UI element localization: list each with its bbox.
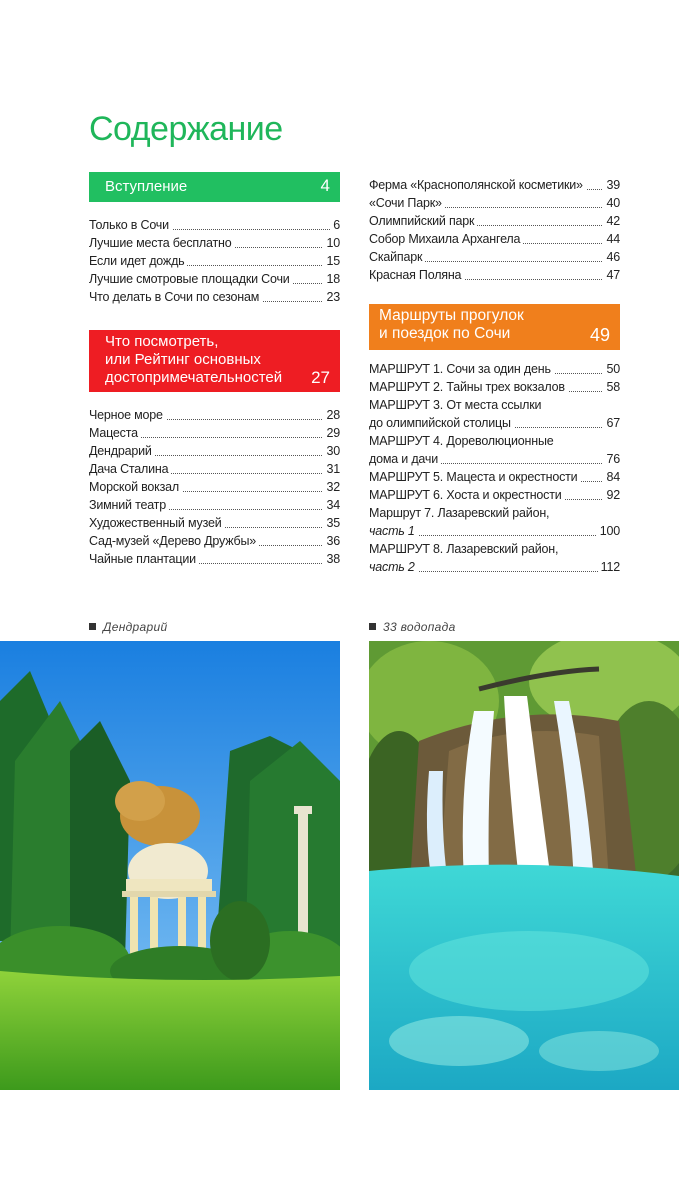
toc-right-column (369, 172, 620, 576)
toc-item[interactable]: Олимпийский парк 42 (369, 214, 620, 228)
toc-item[interactable]: часть 1 100 (369, 524, 620, 538)
section-routes-header[interactable] (369, 304, 620, 350)
toc-item[interactable]: Черное море 28 (89, 408, 340, 422)
toc-list-sights-continued (369, 176, 620, 284)
toc-item[interactable]: МАРШРУТ 6. Хоста и окрестности 92 (369, 488, 620, 502)
toc-item[interactable]: МАРШРУТ 5. Мацеста и окрестности 84 (369, 470, 620, 484)
toc-item[interactable]: Что делать в Сочи по сезонам 23 (89, 290, 340, 304)
section-label-line1: Маршруты прогулок (379, 307, 524, 324)
toc-item[interactable]: Собор Михаила Архангела 44 (369, 232, 620, 246)
toc-item[interactable]: до олимпийской столицы 67 (369, 416, 620, 430)
toc-item[interactable]: Лучшие места бесплатно 10 (89, 236, 340, 250)
photo-caption-right: 33 водопада (369, 620, 456, 634)
toc-item[interactable]: Ферма «Краснополянской косметики» 39 (369, 178, 620, 192)
toc-item[interactable]: Художественный музей 35 (89, 516, 340, 530)
section-label-line2: и поездок по Сочи (379, 325, 511, 342)
page-title: Содержание (89, 110, 283, 148)
section-label-line2: или Рейтинг основных (105, 351, 261, 368)
section-page: 4 (320, 176, 330, 195)
toc-item[interactable]: часть 2 112 (369, 560, 620, 574)
toc-item[interactable]: Зимний театр 34 (89, 498, 340, 512)
section-label: Вступление (105, 178, 188, 195)
toc-item[interactable]: МАРШРУТ 1. Сочи за один день 50 (369, 362, 620, 376)
toc-item[interactable]: Мацеста 29 (89, 426, 340, 440)
toc-item[interactable]: Только в Сочи 6 (89, 218, 340, 232)
toc-item[interactable]: Если идет дождь 15 (89, 254, 340, 268)
section-intro-header[interactable] (89, 172, 340, 202)
toc-item-first-line[interactable]: МАРШРУТ 8. Лазаревский район, (369, 540, 620, 558)
toc-item[interactable]: Дача Сталина 31 (89, 462, 340, 476)
toc-item[interactable]: Сад-музей «Дерево Дружбы» 36 (89, 534, 340, 548)
bullet-square-icon (89, 623, 96, 630)
toc-item-first-line[interactable]: Маршрут 7. Лазаревский район, (369, 504, 620, 522)
toc-item[interactable]: Скайпарк 46 (369, 250, 620, 264)
toc-item[interactable]: Чайные плантации 38 (89, 552, 340, 566)
toc-item[interactable]: Морской вокзал 32 (89, 480, 340, 494)
toc-item[interactable]: «Сочи Парк» 40 (369, 196, 620, 210)
toc-item[interactable]: Лучшие смотровые площадки Сочи 18 (89, 272, 340, 286)
toc-item[interactable]: Дендрарий 30 (89, 444, 340, 458)
toc-item[interactable]: МАРШРУТ 2. Тайны трех вокзалов 58 (369, 380, 620, 394)
waterfall-photo (369, 641, 679, 1090)
toc-list-sights (89, 406, 340, 568)
section-label-line3: достопримечательностей (105, 369, 283, 386)
photo-caption-left: Дендрарий (89, 620, 167, 634)
toc-item[interactable]: дома и дачи 76 (369, 452, 620, 466)
toc-left-column (89, 172, 340, 568)
toc-list-routes (369, 360, 620, 576)
section-sights-header[interactable] (89, 330, 340, 392)
toc-list-intro (89, 216, 340, 306)
toc-item[interactable]: Красная Поляна 47 (369, 268, 620, 282)
arboretum-photo (0, 641, 340, 1090)
toc-item-first-line[interactable]: МАРШРУТ 4. Дореволюционные (369, 432, 620, 450)
section-page: 27 (311, 368, 330, 387)
bullet-square-icon (369, 623, 376, 630)
toc-item-first-line[interactable]: МАРШРУТ 3. От места ссылки (369, 396, 620, 414)
section-label-line1: Что посмотреть, (105, 333, 219, 350)
section-page: 49 (589, 325, 610, 345)
